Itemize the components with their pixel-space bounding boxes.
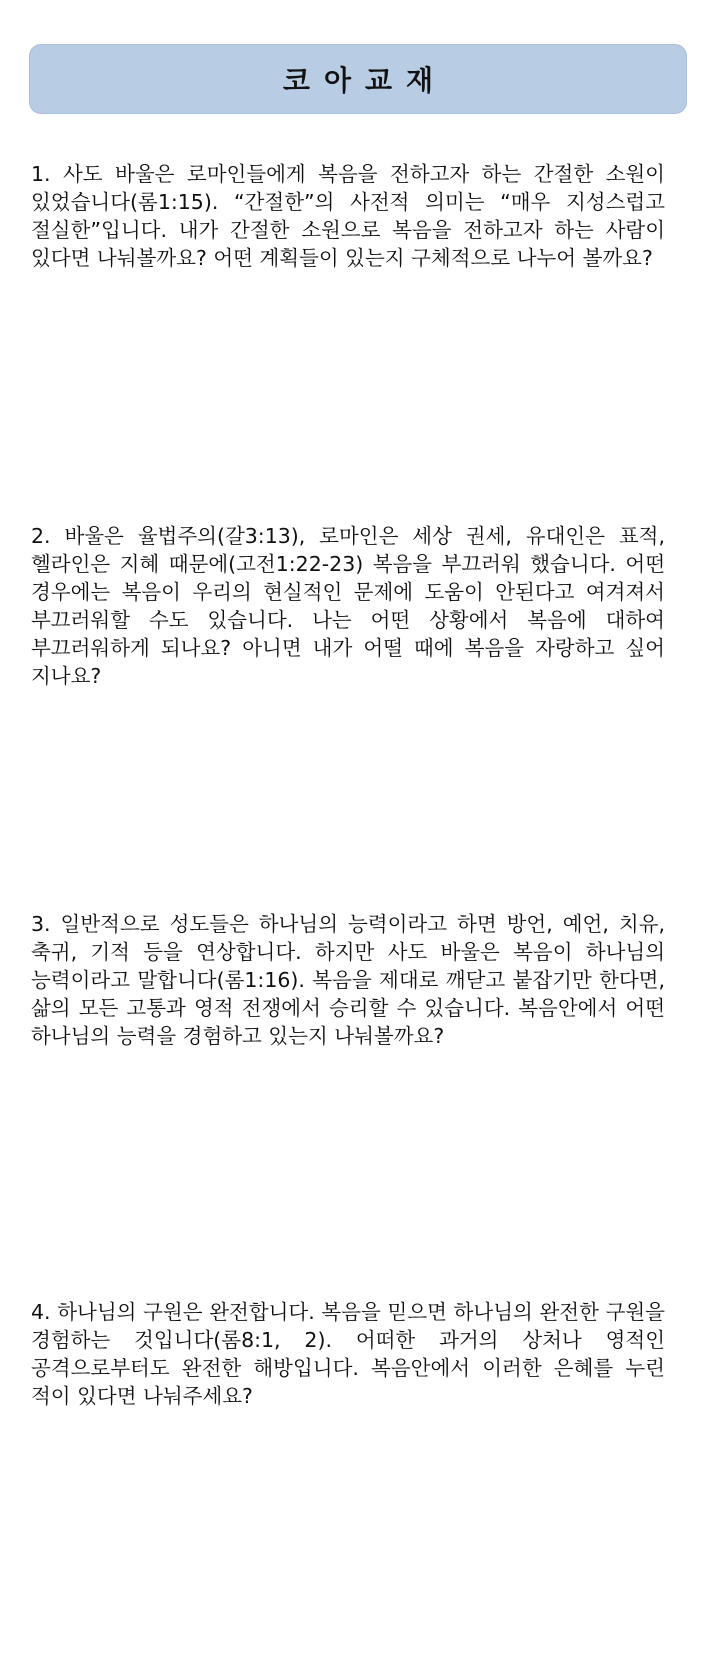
- question-2: 2. 바울은 율법주의(갈3:13), 로마인은 세상 권세, 유대인은 표적, 헬라인은 지혜 때문에(고전1:22-23) 복음을 부끄러워 했습니다. 어떤 경우에는 복음이 우리의 현실적인 문제에 도움이 안된다고 여겨져서 부끄러워할 수도 있습니다. 나는 어떤 상황에서 복음에 대하여 부끄러워하게 되나요? 아니면 내가 어떨 때에 복음을 자랑하고 싶어 지나요?: [31, 524, 665, 688]
- question-3: 3. 일반적으로 성도들은 하나님의 능력이라고 하면 방언, 예언, 치유, 축귀, 기적 등을 연상합니다. 하지만 사도 바울은 복음이 하나님의 능력이라고 말합니다(롬1:16). 복음을 제대로 깨닫고 붙잡기만 한다면, 삶의 모든 고통과 영적 전쟁에서 승리할 수 있습니다. 복음안에서 어떤 하나님의 능력을 경험하고 있는지 나눠볼까요?: [31, 912, 665, 1048]
- question-4: 4. 하나님의 구원은 완전합니다. 복음을 믿으면 하나님의 완전한 구원을 경험하는 것입니다(롬8:1, 2). 어떠한 과거의 상처나 영적인 공격으로부터도 완전한 해방입니다. 복음안에서 이러한 은혜를 누린 적이 있다면 나눠주세요?: [31, 1300, 665, 1408]
- page-title: 코아교재: [282, 64, 448, 97]
- title-banner: [29, 44, 687, 114]
- question-1: 1. 사도 바울은 로마인들에게 복음을 전하고자 하는 간절한 소원이 있었습니다(롬1:15). “간절한”의 사전적 의미는 “매우 지성스럽고 절실한”입니다. 내가 간절한 소원으로 복음을 전하고자 하는 사람이 있다면 나눠볼까요? 어떤 계획들이 있는지 구체적으로 나누어 볼까요?: [31, 162, 665, 270]
